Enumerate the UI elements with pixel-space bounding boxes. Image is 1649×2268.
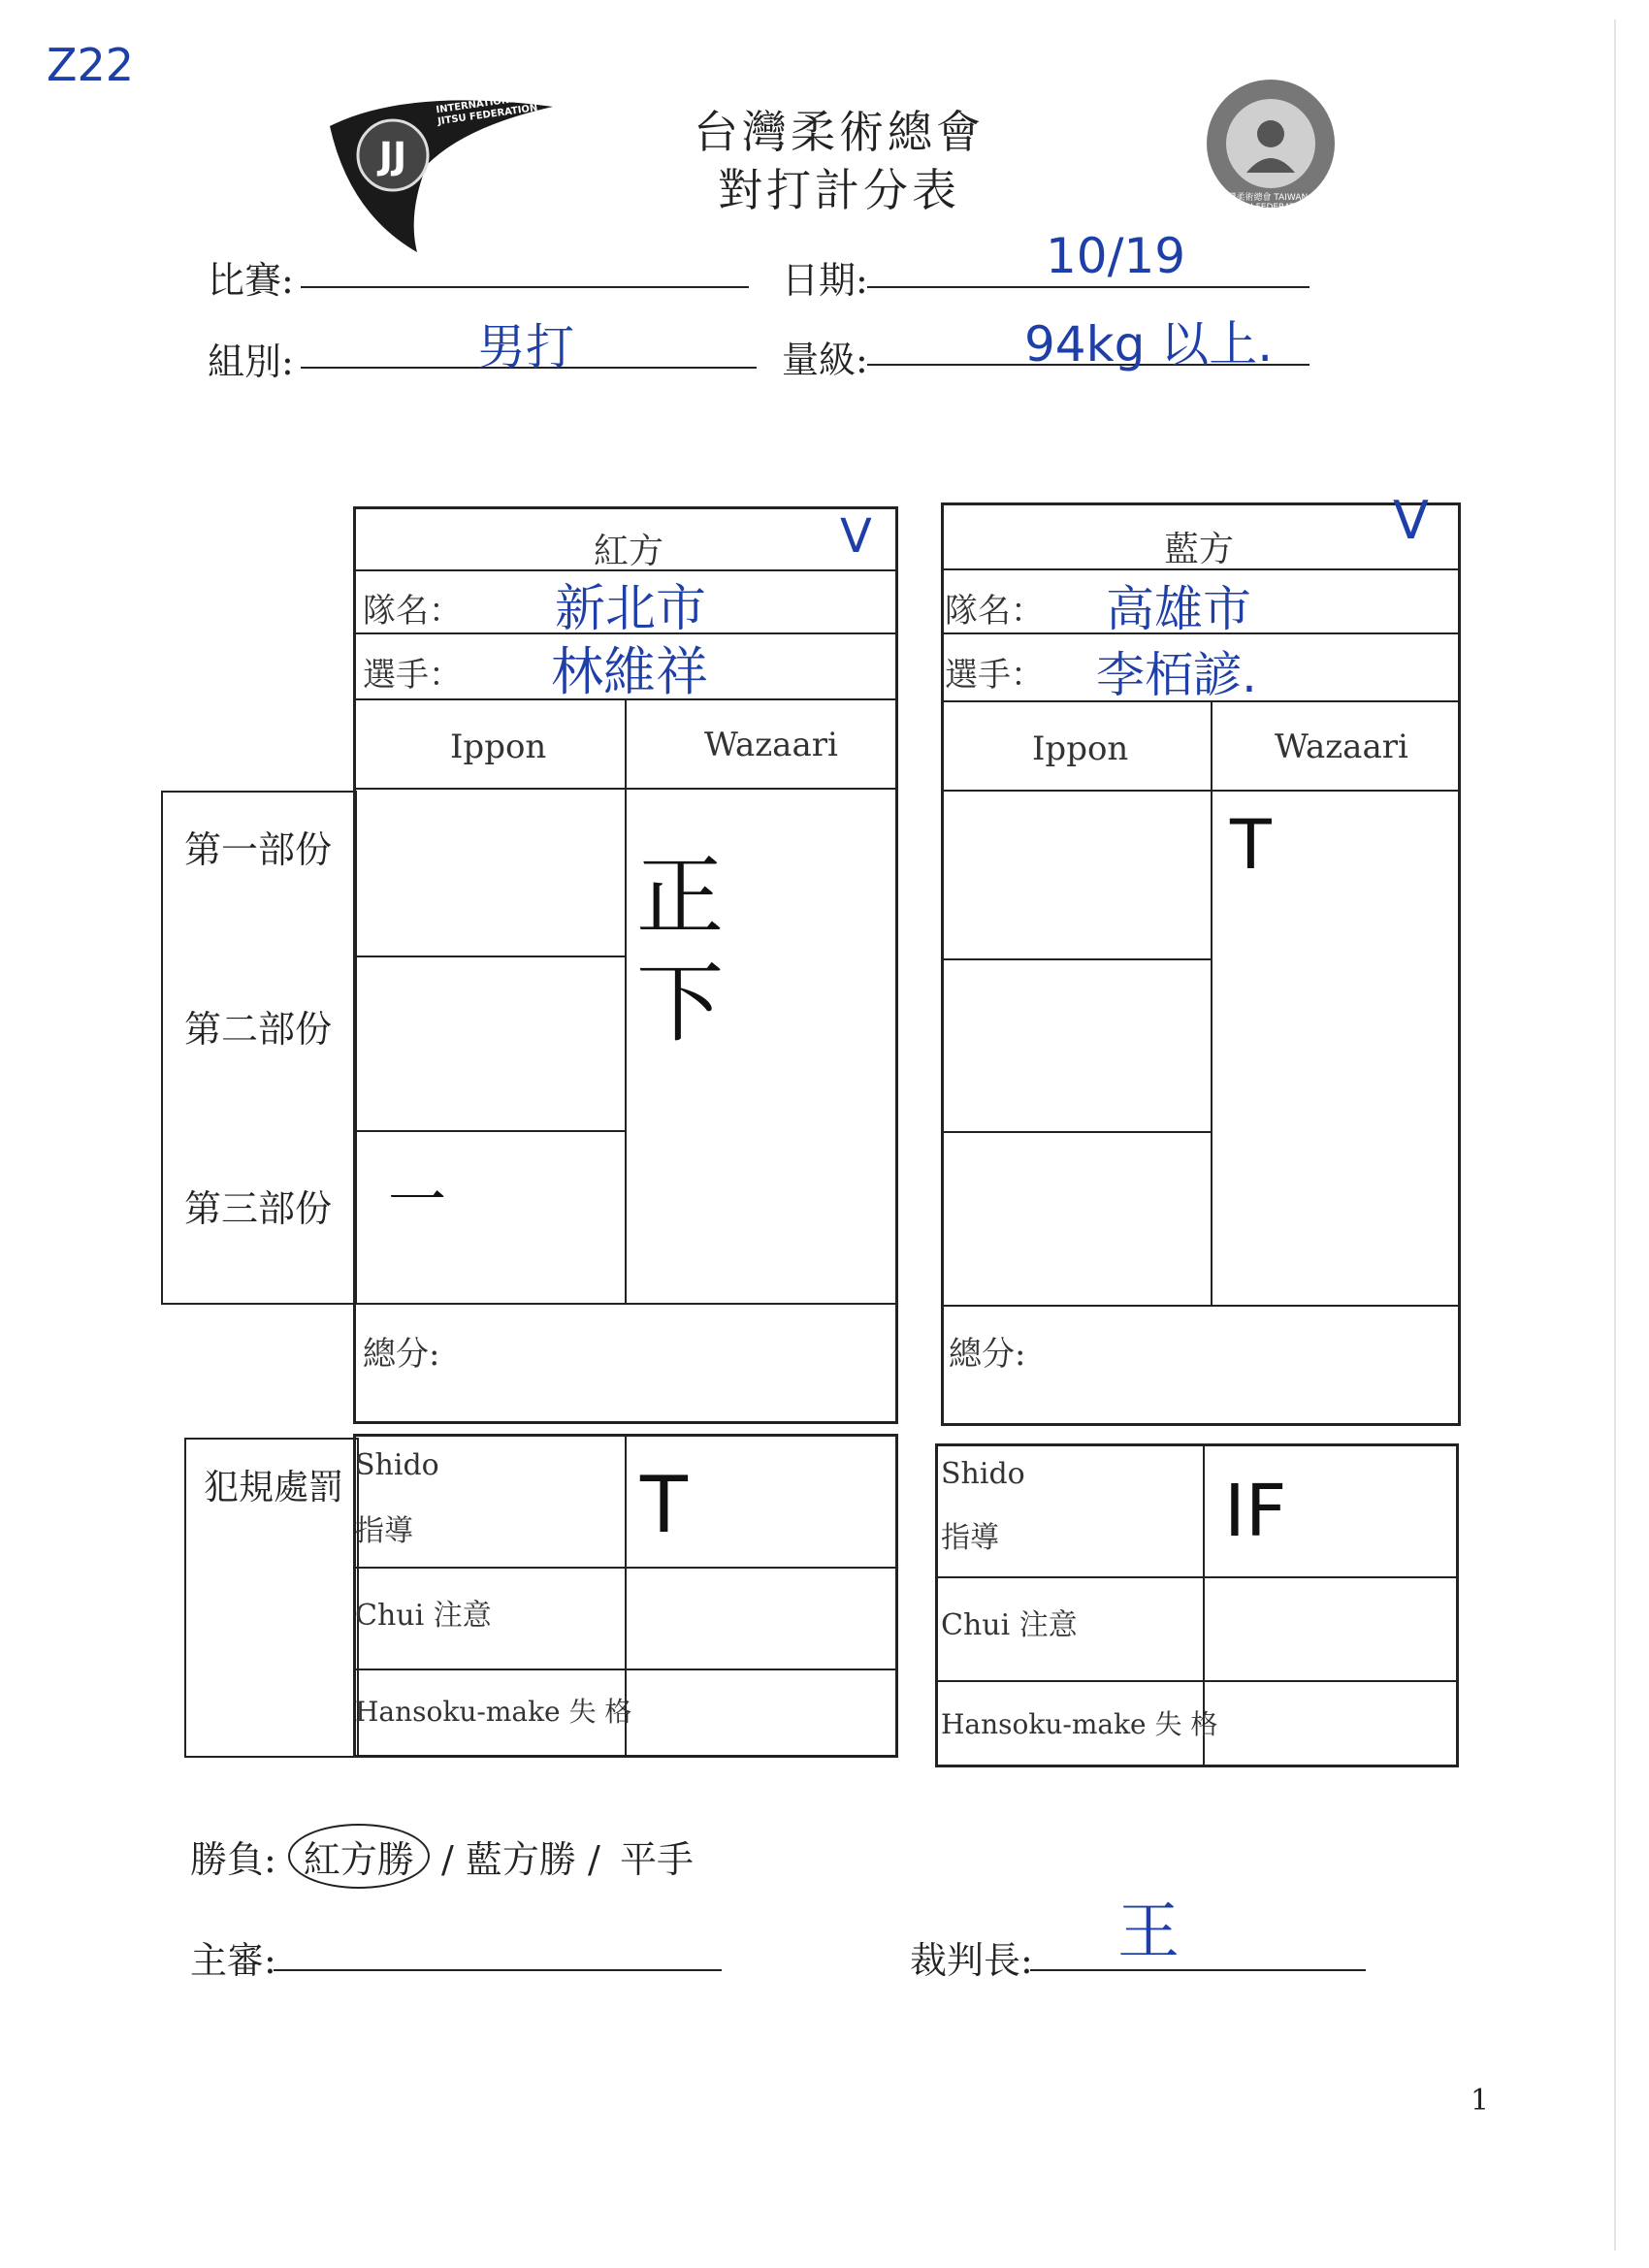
red-player-value: 林維祥	[551, 641, 708, 702]
weight-label: 量級:	[782, 339, 868, 381]
red-row-line	[353, 1130, 625, 1132]
red-check-mark: V	[840, 509, 872, 564]
page-note: Z22	[47, 39, 135, 91]
red-shido-label: Shido	[355, 1448, 439, 1482]
blue-shido-cn: 指導	[941, 1521, 999, 1555]
tjjf-logo-text: 台灣柔術總會 TAIWAN JU-JITSU FEDERATION	[1218, 193, 1323, 212]
red-team-value: 新北市	[555, 580, 707, 638]
blue-shido-tally: IF	[1224, 1470, 1287, 1553]
red-hansoku-label: Hansoku-make 失 格	[355, 1696, 632, 1728]
form-title: 台灣柔術總會	[694, 106, 985, 158]
blue-player-value: 李栢諺.	[1096, 647, 1257, 703]
chief-referee-label: 裁判長:	[910, 1939, 1033, 1982]
red-team-label: 隊名：	[363, 592, 462, 631]
blue-col-line	[1211, 700, 1212, 1305]
blue-row-line	[941, 1305, 1461, 1307]
blue-shido-label: Shido	[941, 1457, 1025, 1491]
weight-value: 94kg 以上.	[1024, 316, 1274, 373]
blue-team-label: 隊名：	[945, 592, 1044, 631]
red-player-label: 選手：	[363, 656, 462, 695]
date-value: 10/19	[1046, 228, 1186, 284]
blue-pen-line	[935, 1680, 1459, 1682]
referee-line	[274, 1969, 722, 1971]
part-1-label: 第一部份	[184, 828, 333, 871]
penalty-label: 犯規處罰	[204, 1468, 344, 1507]
result-red-win[interactable]: 紅方勝	[288, 1824, 430, 1889]
page-number: 1	[1471, 2084, 1490, 2118]
result-separator: /	[441, 1838, 454, 1881]
blue-pen-line	[935, 1576, 1459, 1578]
result-blue-win[interactable]: 藍方勝	[465, 1838, 576, 1881]
red-wazaari-header: Wazaari	[704, 726, 838, 764]
red-side-label: 紅方	[594, 532, 664, 571]
blue-row-line	[941, 1131, 1211, 1133]
form-subtitle: 對打計分表	[718, 164, 960, 216]
blue-hansoku-label: Hansoku-make 失 格	[941, 1708, 1218, 1740]
svg-text:JJ: JJ	[378, 135, 407, 178]
scan-edge	[1614, 19, 1616, 2251]
red-chui-label: Chui 注意	[355, 1599, 492, 1633]
match-label: 比賽:	[208, 259, 294, 302]
chief-referee-line	[1030, 1969, 1366, 1971]
red-total-label: 總分:	[363, 1335, 440, 1374]
blue-ippon-header: Ippon	[1032, 729, 1129, 768]
blue-chui-label: Chui 注意	[941, 1608, 1078, 1642]
blue-team-value: 高雄市	[1106, 581, 1251, 637]
ijjf-logo	[320, 87, 563, 257]
group-label: 組別:	[208, 340, 294, 383]
blue-check-mark: V	[1393, 490, 1429, 551]
result-label: 勝負:	[190, 1838, 276, 1881]
date-label: 日期:	[782, 259, 868, 302]
red-wazaari-tally: 正下	[636, 846, 724, 1054]
referee-label: 主審:	[190, 1939, 276, 1982]
part-2-label: 第二部份	[184, 1008, 333, 1051]
red-ippon-header: Ippon	[450, 728, 547, 766]
blue-wazaari-tally: T	[1230, 805, 1272, 885]
red-shido-tally: T	[640, 1460, 688, 1550]
blue-player-label: 選手：	[945, 656, 1044, 695]
red-shido-cn: 指導	[355, 1514, 413, 1548]
blue-side-label: 藍方	[1164, 530, 1235, 569]
part-3-label: 第三部份	[184, 1187, 333, 1230]
chief-referee-value: 王	[1117, 1896, 1180, 1968]
red-ippon-part3: 一	[388, 1167, 446, 1235]
ijjf-logo-text: INTERNATIONAL JU-JITSU FEDERATION	[435, 90, 543, 128]
match-line	[301, 286, 749, 288]
blue-row-line	[941, 790, 1461, 792]
red-col-line	[625, 698, 627, 1303]
red-row-line	[353, 1303, 898, 1305]
group-value: 男打	[477, 319, 574, 375]
blue-wazaari-header: Wazaari	[1275, 728, 1408, 766]
blue-total-label: 總分:	[949, 1335, 1026, 1374]
result-draw[interactable]: 平手	[619, 1838, 694, 1881]
result-separator: /	[588, 1838, 600, 1881]
date-line	[867, 286, 1310, 288]
result-row	[190, 1824, 694, 1889]
tjjf-logo	[1203, 76, 1339, 211]
red-row-line	[353, 956, 625, 957]
blue-row-line	[941, 958, 1211, 960]
